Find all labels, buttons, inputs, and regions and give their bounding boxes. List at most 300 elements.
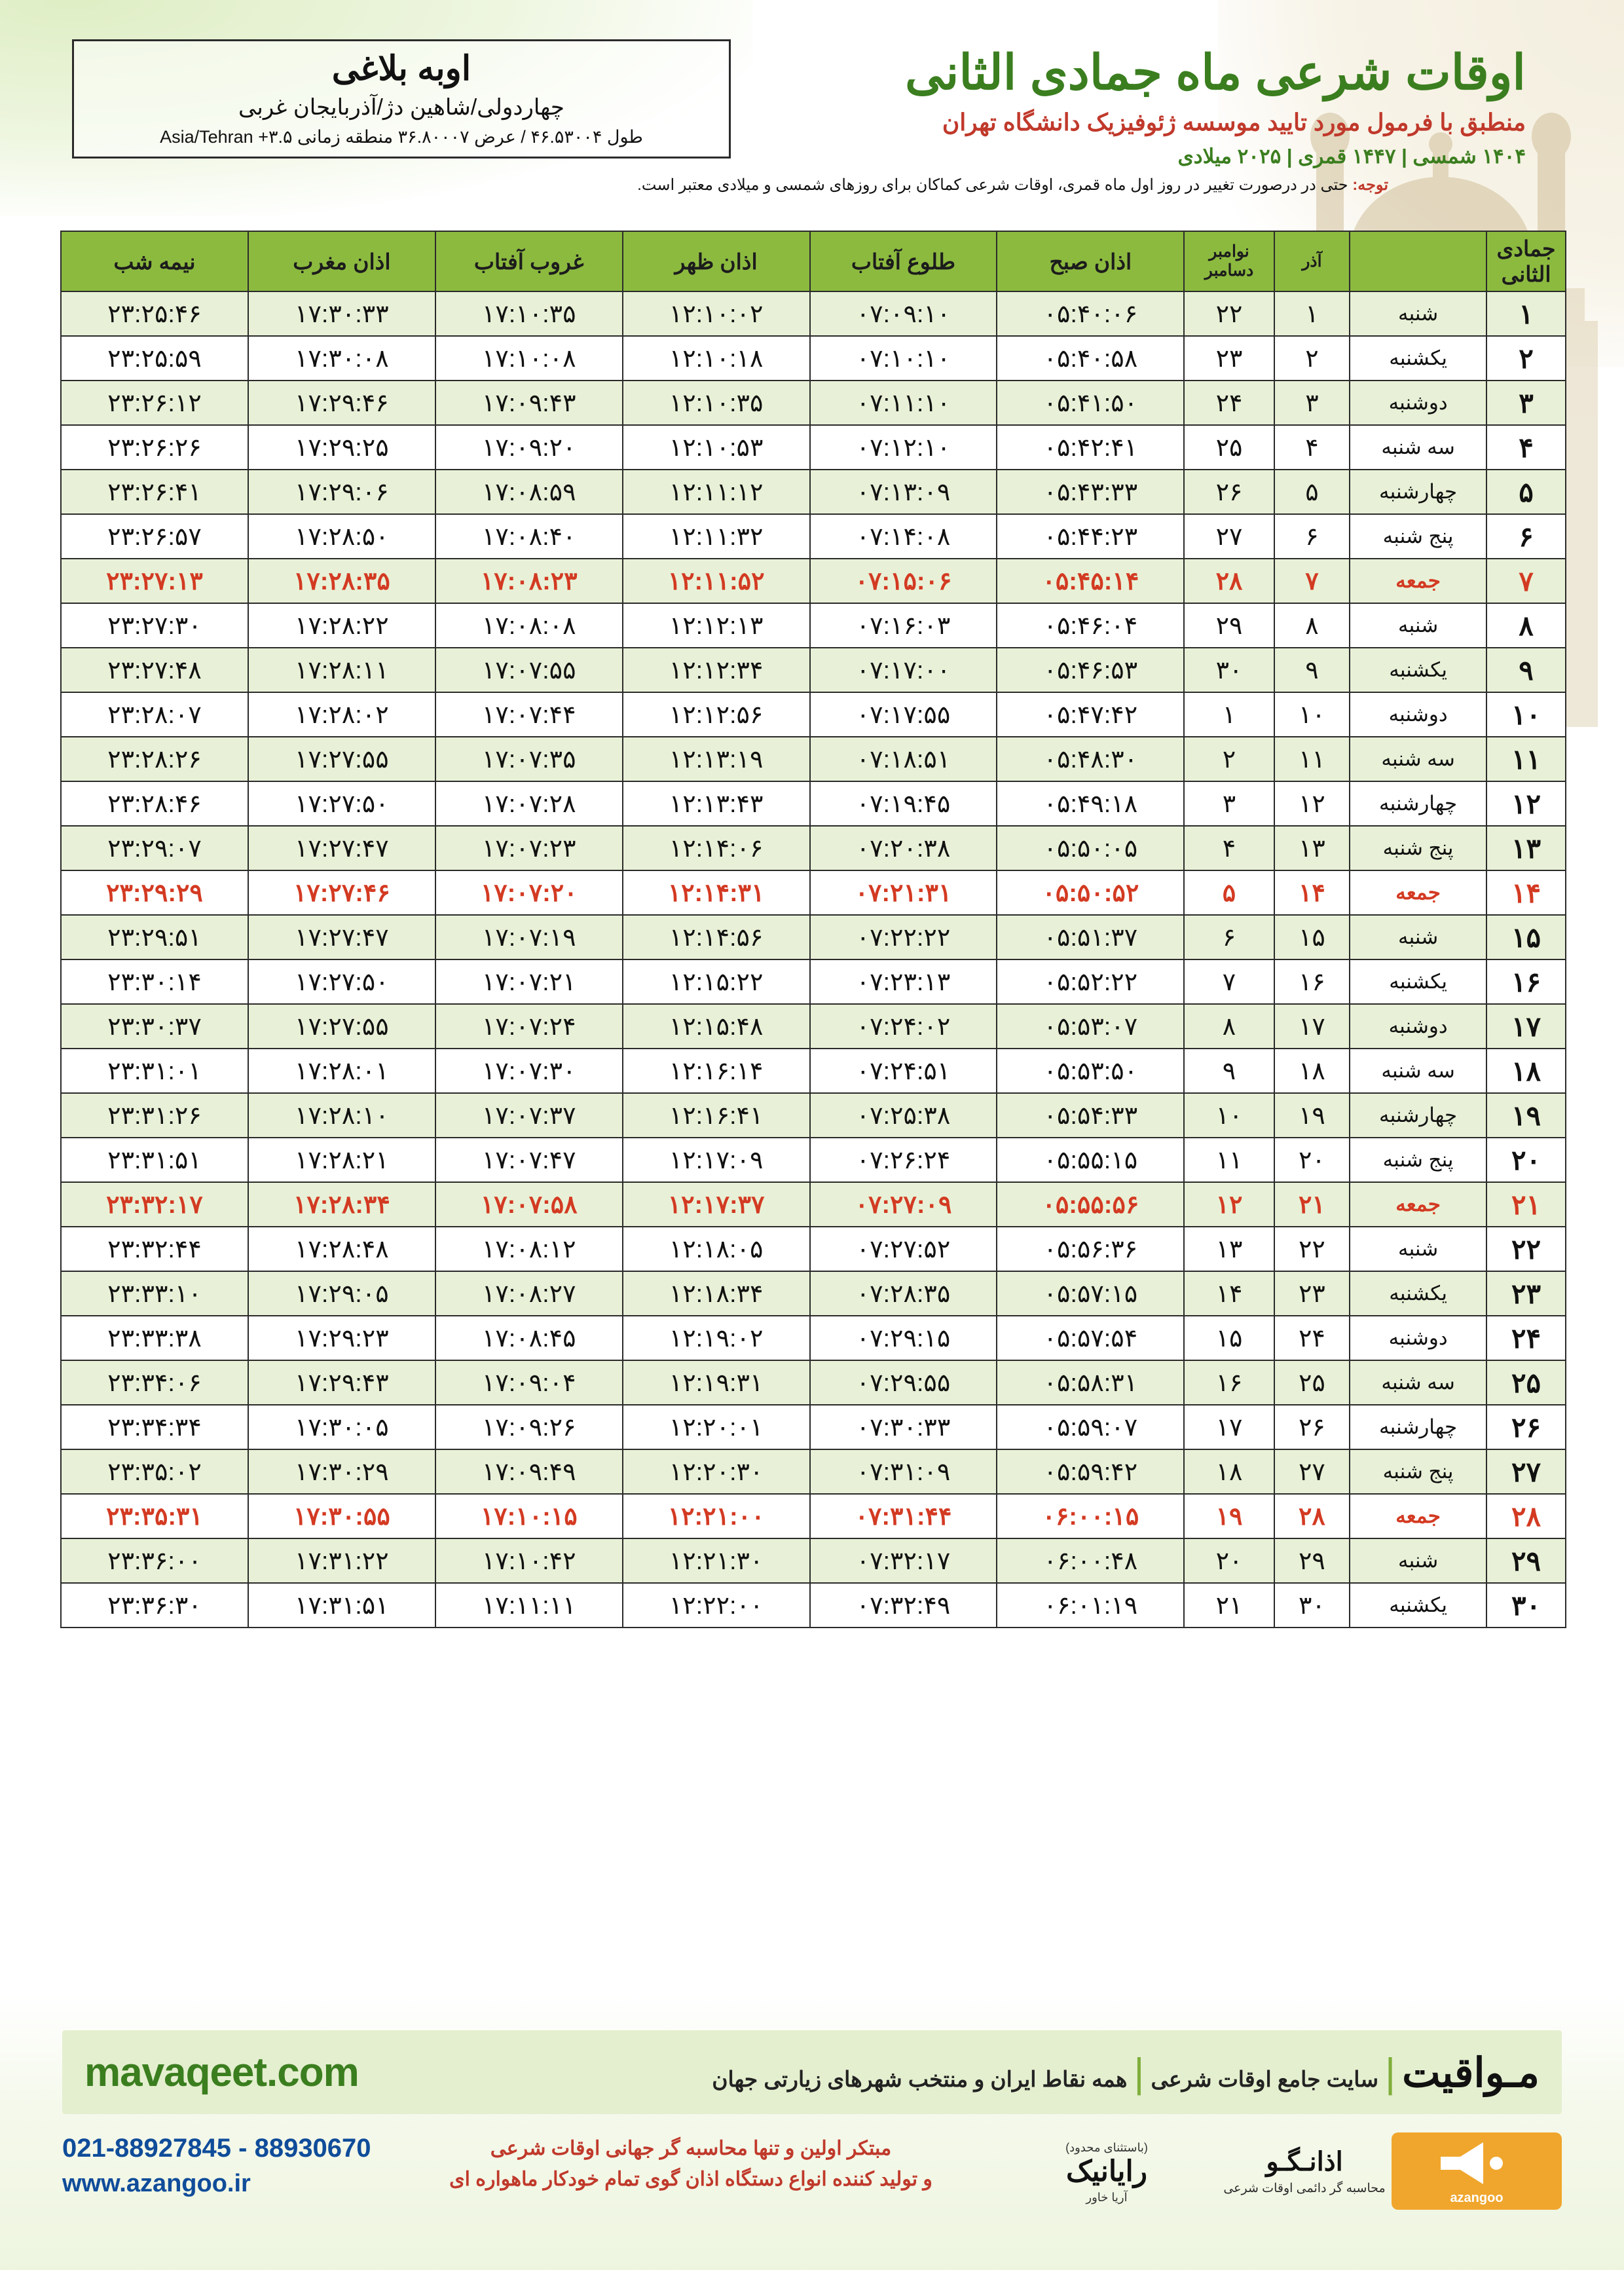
cell-dhuhr: ۱۲:۱۸:۳۴ bbox=[623, 1271, 810, 1316]
cell-sunset: ۱۷:۰۸:۱۲ bbox=[435, 1227, 623, 1271]
cell-gregorian-day: ۱ bbox=[1184, 692, 1274, 737]
cell-weekday: جمعه bbox=[1350, 1182, 1486, 1227]
table-row bbox=[61, 1494, 1566, 1538]
cell-azar-day: ۱۵ bbox=[1274, 915, 1350, 959]
cell-hijri-day: ۲۹ bbox=[1486, 1538, 1566, 1583]
table-row bbox=[61, 692, 1566, 737]
cell-sunset: ۱۷:۰۸:۵۹ bbox=[435, 470, 623, 514]
cell-sunrise: ۰۷:۲۶:۲۴ bbox=[810, 1138, 997, 1182]
cell-weekday: یکشنبه bbox=[1350, 648, 1486, 692]
cell-hijri-day: ۲۵ bbox=[1486, 1360, 1566, 1405]
cell-weekday: پنج شنبه bbox=[1350, 1449, 1486, 1494]
cell-azar-day: ۲۹ bbox=[1274, 1538, 1350, 1583]
cell-gregorian-day: ۱۵ bbox=[1184, 1316, 1274, 1360]
cell-azar-day: ۱۷ bbox=[1274, 1004, 1350, 1049]
table-row bbox=[61, 291, 1566, 336]
cell-gregorian-day: ۱۴ bbox=[1184, 1271, 1274, 1316]
cell-dhuhr: ۱۲:۱۴:۰۶ bbox=[623, 826, 810, 870]
cell-weekday: یکشنبه bbox=[1350, 1583, 1486, 1628]
cell-weekday: شنبه bbox=[1350, 1538, 1486, 1583]
cell-weekday: جمعه bbox=[1350, 559, 1486, 603]
cell-sunset: ۱۷:۰۸:۴۵ bbox=[435, 1316, 623, 1360]
cell-weekday: شنبه bbox=[1350, 1227, 1486, 1271]
cell-dhuhr: ۱۲:۱۱:۳۲ bbox=[623, 514, 810, 559]
cell-sunset: ۱۷:۰۸:۲۷ bbox=[435, 1271, 623, 1316]
cell-fajr: ۰۵:۴۵:۱۴ bbox=[997, 559, 1184, 603]
cell-sunset: ۱۷:۱۰:۰۸ bbox=[435, 336, 623, 381]
table-body bbox=[61, 291, 1566, 1628]
cell-dhuhr: ۱۲:۲۲:۰۰ bbox=[623, 1583, 810, 1628]
cell-maghrib: ۱۷:۲۸:۲۱ bbox=[248, 1138, 435, 1182]
brand-tagline: همه نقاط ایران و منتخب شهرهای زیارتی جهان bbox=[712, 2066, 1128, 2091]
cell-sunset: ۱۷:۰۹:۲۰ bbox=[435, 425, 623, 470]
cell-gregorian-day: ۲۶ bbox=[1184, 470, 1274, 514]
cell-sunrise: ۰۷:۲۹:۱۵ bbox=[810, 1316, 997, 1360]
cell-weekday: دوشنبه bbox=[1350, 1316, 1486, 1360]
cell-midnight: ۲۳:۲۶:۲۶ bbox=[61, 425, 248, 470]
cell-hijri-day: ۳۰ bbox=[1486, 1583, 1566, 1628]
cell-azar-day: ۱۶ bbox=[1274, 959, 1350, 1004]
table-row bbox=[61, 1583, 1566, 1628]
cell-azar-day: ۷ bbox=[1274, 559, 1350, 603]
cell-sunrise: ۰۷:۲۲:۲۲ bbox=[810, 915, 997, 959]
cell-sunset: ۱۷:۰۷:۳۵ bbox=[435, 737, 623, 781]
cell-sunset: ۱۷:۰۹:۲۶ bbox=[435, 1405, 623, 1449]
cell-hijri-day: ۱۶ bbox=[1486, 959, 1566, 1004]
cell-weekday: چهارشنبه bbox=[1350, 1093, 1486, 1138]
cell-gregorian-day: ۲۲ bbox=[1184, 291, 1274, 336]
cell-sunset: ۱۷:۰۸:۲۳ bbox=[435, 559, 623, 603]
page-subtitle: منطبق با فرمول مورد تایید موسسه ژئوفیزیک دانشگاه تهران bbox=[942, 109, 1526, 136]
cell-hijri-day: ۵ bbox=[1486, 470, 1566, 514]
city-name: اوبه بلاغی bbox=[331, 50, 471, 88]
cell-midnight: ۲۳:۲۶:۵۷ bbox=[61, 514, 248, 559]
cell-azar-day: ۴ bbox=[1274, 425, 1350, 470]
table-row bbox=[61, 381, 1566, 425]
table-row bbox=[61, 603, 1566, 648]
cell-sunset: ۱۷:۰۷:۵۵ bbox=[435, 648, 623, 692]
cell-sunset: ۱۷:۰۹:۰۴ bbox=[435, 1360, 623, 1405]
cell-midnight: ۲۳:۳۳:۱۰ bbox=[61, 1271, 248, 1316]
cell-midnight: ۲۳:۳۶:۳۰ bbox=[61, 1583, 248, 1628]
cell-maghrib: ۱۷:۲۸:۳۵ bbox=[248, 559, 435, 603]
cell-weekday: سه شنبه bbox=[1350, 1049, 1486, 1093]
table-row bbox=[61, 1449, 1566, 1494]
cell-midnight: ۲۳:۲۷:۳۰ bbox=[61, 603, 248, 648]
brand-subtitle-fa: سایت جامع اوقات شرعی bbox=[1151, 2066, 1379, 2091]
cell-dhuhr: ۱۲:۱۴:۳۱ bbox=[623, 870, 810, 915]
cell-maghrib: ۱۷:۲۷:۵۵ bbox=[248, 1004, 435, 1049]
cell-hijri-day: ۱۷ bbox=[1486, 1004, 1566, 1049]
cell-dhuhr: ۱۲:۱۷:۰۹ bbox=[623, 1138, 810, 1182]
cell-sunrise: ۰۷:۳۲:۱۷ bbox=[810, 1538, 997, 1583]
cell-sunset: ۱۷:۰۷:۱۹ bbox=[435, 915, 623, 959]
cell-sunset: ۱۷:۰۷:۲۰ bbox=[435, 870, 623, 915]
cell-dhuhr: ۱۲:۲۱:۰۰ bbox=[623, 1494, 810, 1538]
cell-gregorian-day: ۱۳ bbox=[1184, 1227, 1274, 1271]
cell-dhuhr: ۱۲:۱۲:۵۶ bbox=[623, 692, 810, 737]
cell-sunrise: ۰۷:۱۴:۰۸ bbox=[810, 514, 997, 559]
cell-weekday: جمعه bbox=[1350, 870, 1486, 915]
cell-fajr: ۰۵:۵۳:۰۷ bbox=[997, 1004, 1184, 1049]
cell-hijri-day: ۱۳ bbox=[1486, 826, 1566, 870]
cell-gregorian-day: ۳ bbox=[1184, 781, 1274, 826]
cell-weekday: دوشنبه bbox=[1350, 692, 1486, 737]
cell-fajr: ۰۵:۴۴:۲۳ bbox=[997, 514, 1184, 559]
cell-weekday: پنج شنبه bbox=[1350, 826, 1486, 870]
cell-sunrise: ۰۷:۲۴:۵۱ bbox=[810, 1049, 997, 1093]
cell-sunset: ۱۷:۱۰:۳۵ bbox=[435, 291, 623, 336]
cell-sunset: ۱۷:۰۷:۵۸ bbox=[435, 1182, 623, 1227]
table-header bbox=[61, 231, 1566, 291]
cell-maghrib: ۱۷:۲۷:۴۷ bbox=[248, 915, 435, 959]
brand-band bbox=[62, 2030, 1562, 2114]
cell-weekday: جمعه bbox=[1350, 1494, 1486, 1538]
cell-fajr: ۰۵:۴۰:۰۶ bbox=[997, 291, 1184, 336]
cell-gregorian-day: ۲۵ bbox=[1184, 425, 1274, 470]
cell-sunrise: ۰۷:۲۷:۵۲ bbox=[810, 1227, 997, 1271]
cell-fajr: ۰۵:۵۰:۰۵ bbox=[997, 826, 1184, 870]
cell-sunrise: ۰۷:۲۸:۳۵ bbox=[810, 1271, 997, 1316]
calendar-years: ۱۴۰۴ شمسی | ۱۴۴۷ قمری | ۲۰۲۵ میلادی bbox=[1177, 144, 1526, 168]
cell-weekday: سه شنبه bbox=[1350, 737, 1486, 781]
cell-sunrise: ۰۷:۳۱:۴۴ bbox=[810, 1494, 997, 1538]
rayanic-brand bbox=[1005, 2135, 1208, 2207]
cell-azar-day: ۲۰ bbox=[1274, 1138, 1350, 1182]
note-text bbox=[72, 176, 1388, 195]
cell-maghrib: ۱۷:۲۸:۱۰ bbox=[248, 1093, 435, 1138]
cell-midnight: ۲۳:۲۸:۰۷ bbox=[61, 692, 248, 737]
cell-fajr: ۰۵:۴۸:۳۰ bbox=[997, 737, 1184, 781]
table-row bbox=[61, 1227, 1566, 1271]
cell-midnight: ۲۳:۲۶:۴۱ bbox=[61, 470, 248, 514]
cell-dhuhr: ۱۲:۱۹:۰۲ bbox=[623, 1316, 810, 1360]
cell-maghrib: ۱۷:۲۷:۴۷ bbox=[248, 826, 435, 870]
cell-azar-day: ۱۹ bbox=[1274, 1093, 1350, 1138]
table-row bbox=[61, 1271, 1566, 1316]
cell-maghrib: ۱۷:۲۹:۴۳ bbox=[248, 1360, 435, 1405]
cell-midnight: ۲۳:۳۰:۳۷ bbox=[61, 1004, 248, 1049]
rayanic-note: (باستثنای محدود) bbox=[1065, 2140, 1148, 2154]
azangoo-brand-name: اذانـگـو bbox=[1266, 2147, 1343, 2176]
cell-dhuhr: ۱۲:۱۵:۴۸ bbox=[623, 1004, 810, 1049]
cell-dhuhr: ۱۲:۱۶:۴۱ bbox=[623, 1093, 810, 1138]
cell-fajr: ۰۵:۵۹:۰۷ bbox=[997, 1405, 1184, 1449]
cell-fajr: ۰۵:۴۳:۳۳ bbox=[997, 470, 1184, 514]
table-row bbox=[61, 1004, 1566, 1049]
cell-sunrise: ۰۷:۱۳:۰۹ bbox=[810, 470, 997, 514]
page-title: اوقات شرعی ماه جمادی الثانی bbox=[905, 45, 1526, 100]
table-row bbox=[61, 1093, 1566, 1138]
cell-maghrib: ۱۷:۳۰:۲۹ bbox=[248, 1449, 435, 1494]
cell-midnight: ۲۳:۲۵:۵۹ bbox=[61, 336, 248, 381]
table-row bbox=[61, 1360, 1566, 1405]
brand-website[interactable]: mavaqeet.com bbox=[84, 2049, 359, 2095]
cell-gregorian-day: ۱۸ bbox=[1184, 1449, 1274, 1494]
table-row bbox=[61, 425, 1566, 470]
cell-weekday: پنج شنبه bbox=[1350, 1138, 1486, 1182]
cell-sunrise: ۰۷:۱۶:۰۳ bbox=[810, 603, 997, 648]
cell-maghrib: ۱۷:۳۰:۵۵ bbox=[248, 1494, 435, 1538]
cell-fajr: ۰۶:۰۰:۱۵ bbox=[997, 1494, 1184, 1538]
cell-hijri-day: ۸ bbox=[1486, 603, 1566, 648]
cell-hijri-day: ۶ bbox=[1486, 514, 1566, 559]
cell-midnight: ۲۳:۳۱:۲۶ bbox=[61, 1093, 248, 1138]
cell-sunrise: ۰۷:۱۷:۰۰ bbox=[810, 648, 997, 692]
cell-sunrise: ۰۷:۲۹:۵۵ bbox=[810, 1360, 997, 1405]
cell-sunrise: ۰۷:۳۱:۰۹ bbox=[810, 1449, 997, 1494]
cell-fajr: ۰۵:۴۲:۴۱ bbox=[997, 425, 1184, 470]
cell-hijri-day: ۲۳ bbox=[1486, 1271, 1566, 1316]
col-header-sunset: غروب آفتاب bbox=[435, 231, 623, 291]
table-row bbox=[61, 648, 1566, 692]
cell-fajr: ۰۶:۰۱:۱۹ bbox=[997, 1583, 1184, 1628]
cell-fajr: ۰۵:۵۳:۵۰ bbox=[997, 1049, 1184, 1093]
city-coordinates: طول ۴۶.۵۳۰۰۴ / عرض ۳۶.۸۰۰۰۷ منطقه زمانی ۳.۵+ Asia/Tehran bbox=[160, 127, 643, 147]
cell-azar-day: ۵ bbox=[1274, 470, 1350, 514]
cell-azar-day: ۱۴ bbox=[1274, 870, 1350, 915]
cell-fajr: ۰۵:۵۴:۳۳ bbox=[997, 1093, 1184, 1138]
cell-sunrise: ۰۷:۲۰:۳۸ bbox=[810, 826, 997, 870]
azangoo-brand bbox=[1223, 2132, 1386, 2210]
cell-maghrib: ۱۷:۲۹:۰۵ bbox=[248, 1271, 435, 1316]
cell-fajr: ۰۵:۵۱:۳۷ bbox=[997, 915, 1184, 959]
cell-fajr: ۰۵:۵۶:۳۶ bbox=[997, 1227, 1184, 1271]
cell-sunrise: ۰۷:۱۵:۰۶ bbox=[810, 559, 997, 603]
cell-azar-day: ۲۴ bbox=[1274, 1316, 1350, 1360]
table-row bbox=[61, 1182, 1566, 1227]
cell-hijri-day: ۱۲ bbox=[1486, 781, 1566, 826]
cell-weekday: شنبه bbox=[1350, 291, 1486, 336]
rayanic-brand-sub: آریا خاور bbox=[1086, 2190, 1128, 2204]
cell-maghrib: ۱۷:۳۱:۲۲ bbox=[248, 1538, 435, 1583]
cell-weekday: دوشنبه bbox=[1350, 1004, 1486, 1049]
cell-maghrib: ۱۷:۲۹:۲۵ bbox=[248, 425, 435, 470]
cell-maghrib: ۱۷:۳۱:۵۱ bbox=[248, 1583, 435, 1628]
cell-azar-day: ۹ bbox=[1274, 648, 1350, 692]
cell-gregorian-day: ۱۱ bbox=[1184, 1138, 1274, 1182]
table-row bbox=[61, 1049, 1566, 1093]
cell-azar-day: ۲۵ bbox=[1274, 1360, 1350, 1405]
cell-maghrib: ۱۷:۲۸:۲۲ bbox=[248, 603, 435, 648]
cell-gregorian-day: ۶ bbox=[1184, 915, 1274, 959]
cell-midnight: ۲۳:۳۱:۵۱ bbox=[61, 1138, 248, 1182]
cell-maghrib: ۱۷:۲۸:۵۰ bbox=[248, 514, 435, 559]
company-description-line2: و تولید کننده انواع دستگاه اذان گوی تمام خودکار ماهواره ای bbox=[449, 2168, 932, 2190]
cell-gregorian-day: ۸ bbox=[1184, 1004, 1274, 1049]
contact-info bbox=[62, 2134, 507, 2198]
table-row bbox=[61, 959, 1566, 1004]
cell-gregorian-day: ۱۷ bbox=[1184, 1405, 1274, 1449]
table-row bbox=[61, 781, 1566, 826]
col-header-weekday bbox=[1350, 231, 1486, 291]
cell-sunset: ۱۷:۰۷:۲۴ bbox=[435, 1004, 623, 1049]
cell-midnight: ۲۳:۳۱:۰۱ bbox=[61, 1049, 248, 1093]
cell-sunset: ۱۷:۱۰:۴۲ bbox=[435, 1538, 623, 1583]
table-row bbox=[61, 1316, 1566, 1360]
cell-fajr: ۰۵:۴۶:۵۳ bbox=[997, 648, 1184, 692]
city-info-box bbox=[72, 39, 731, 158]
cell-weekday: یکشنبه bbox=[1350, 959, 1486, 1004]
cell-midnight: ۲۳:۳۲:۴۴ bbox=[61, 1227, 248, 1271]
cell-sunset: ۱۷:۱۱:۱۱ bbox=[435, 1583, 623, 1628]
cell-sunset: ۱۷:۰۹:۴۹ bbox=[435, 1449, 623, 1494]
contact-phone: 021-88927845 - 88930670 bbox=[62, 2134, 371, 2163]
cell-gregorian-day: ۲۳ bbox=[1184, 336, 1274, 381]
cell-midnight: ۲۳:۲۷:۴۸ bbox=[61, 648, 248, 692]
azangoo-logo-text: azangoo bbox=[1450, 2190, 1504, 2205]
cell-maghrib: ۱۷:۲۷:۵۰ bbox=[248, 781, 435, 826]
cell-fajr: ۰۵:۵۷:۵۴ bbox=[997, 1316, 1184, 1360]
cell-sunset: ۱۷:۰۷:۲۸ bbox=[435, 781, 623, 826]
cell-sunrise: ۰۷:۲۵:۳۸ bbox=[810, 1093, 997, 1138]
cell-weekday: پنج شنبه bbox=[1350, 514, 1486, 559]
city-province: چهاردولی/شاهین دژ/آذربایجان غربی bbox=[238, 95, 564, 120]
cell-dhuhr: ۱۲:۱۱:۱۲ bbox=[623, 470, 810, 514]
cell-midnight: ۲۳:۲۸:۴۶ bbox=[61, 781, 248, 826]
cell-hijri-day: ۲ bbox=[1486, 336, 1566, 381]
cell-azar-day: ۶ bbox=[1274, 514, 1350, 559]
cell-sunset: ۱۷:۰۷:۴۴ bbox=[435, 692, 623, 737]
cell-gregorian-day: ۱۲ bbox=[1184, 1182, 1274, 1227]
cell-hijri-day: ۱۴ bbox=[1486, 870, 1566, 915]
cell-sunrise: ۰۷:۱۲:۱۰ bbox=[810, 425, 997, 470]
cell-dhuhr: ۱۲:۲۱:۳۰ bbox=[623, 1538, 810, 1583]
cell-azar-day: ۱۱ bbox=[1274, 737, 1350, 781]
cell-gregorian-day: ۲۴ bbox=[1184, 381, 1274, 425]
cell-hijri-day: ۲۷ bbox=[1486, 1449, 1566, 1494]
cell-maghrib: ۱۷:۳۰:۰۵ bbox=[248, 1405, 435, 1449]
cell-gregorian-day: ۳۰ bbox=[1184, 648, 1274, 692]
cell-maghrib: ۱۷:۲۷:۵۵ bbox=[248, 737, 435, 781]
cell-dhuhr: ۱۲:۱۵:۲۲ bbox=[623, 959, 810, 1004]
cell-maghrib: ۱۷:۲۸:۰۱ bbox=[248, 1049, 435, 1093]
contact-website[interactable]: www.azangoo.ir bbox=[62, 2170, 251, 2197]
brand-word-fa: مـواقیت bbox=[1402, 2050, 1540, 2096]
cell-dhuhr: ۱۲:۱۳:۱۹ bbox=[623, 737, 810, 781]
cell-gregorian-day: ۱۰ bbox=[1184, 1093, 1274, 1138]
cell-midnight: ۲۳:۳۴:۰۶ bbox=[61, 1360, 248, 1405]
cell-azar-day: ۲۲ bbox=[1274, 1227, 1350, 1271]
table-row bbox=[61, 915, 1566, 959]
cell-weekday: شنبه bbox=[1350, 915, 1486, 959]
cell-fajr: ۰۵:۵۸:۳۱ bbox=[997, 1360, 1184, 1405]
cell-fajr: ۰۵:۵۵:۱۵ bbox=[997, 1138, 1184, 1182]
col-header-sunrise: طلوع آفتاب bbox=[810, 231, 997, 291]
cell-hijri-day: ۱۱ bbox=[1486, 737, 1566, 781]
cell-maghrib: ۱۷:۳۰:۳۳ bbox=[248, 291, 435, 336]
table-row bbox=[61, 1405, 1566, 1449]
cell-dhuhr: ۱۲:۱۸:۰۵ bbox=[623, 1227, 810, 1271]
azangoo-logo-icon bbox=[1392, 2132, 1562, 2210]
cell-dhuhr: ۱۲:۱۰:۱۸ bbox=[623, 336, 810, 381]
cell-azar-day: ۱۸ bbox=[1274, 1049, 1350, 1093]
cell-fajr: ۰۵:۵۵:۵۶ bbox=[997, 1182, 1184, 1227]
cell-sunrise: ۰۷:۲۴:۰۲ bbox=[810, 1004, 997, 1049]
cell-weekday: شنبه bbox=[1350, 603, 1486, 648]
cell-sunrise: ۰۷:۱۷:۵۵ bbox=[810, 692, 997, 737]
cell-gregorian-day: ۵ bbox=[1184, 870, 1274, 915]
company-description-line1: مبتکر اولین و تنها محاسبه گر جهانی اوقات شرعی bbox=[490, 2138, 892, 2159]
cell-sunset: ۱۷:۱۰:۱۵ bbox=[435, 1494, 623, 1538]
cell-hijri-day: ۲۴ bbox=[1486, 1316, 1566, 1360]
cell-azar-day: ۲ bbox=[1274, 336, 1350, 381]
cell-maghrib: ۱۷:۲۹:۲۳ bbox=[248, 1316, 435, 1360]
cell-midnight: ۲۳:۳۵:۰۲ bbox=[61, 1449, 248, 1494]
cell-hijri-day: ۱۰ bbox=[1486, 692, 1566, 737]
table-row bbox=[61, 826, 1566, 870]
cell-sunset: ۱۷:۰۸:۴۰ bbox=[435, 514, 623, 559]
cell-hijri-day: ۴ bbox=[1486, 425, 1566, 470]
cell-azar-day: ۳ bbox=[1274, 381, 1350, 425]
cell-weekday: یکشنبه bbox=[1350, 1271, 1486, 1316]
cell-sunrise: ۰۷:۲۳:۱۳ bbox=[810, 959, 997, 1004]
azangoo-brand-sub: محاسبه گر دائمی اوقات شرعی bbox=[1223, 2181, 1386, 2195]
cell-weekday: سه شنبه bbox=[1350, 425, 1486, 470]
cell-maghrib: ۱۷:۲۷:۵۰ bbox=[248, 959, 435, 1004]
table-row bbox=[61, 1538, 1566, 1583]
cell-hijri-day: ۱ bbox=[1486, 291, 1566, 336]
cell-gregorian-day: ۲۱ bbox=[1184, 1583, 1274, 1628]
cell-dhuhr: ۱۲:۱۴:۵۶ bbox=[623, 915, 810, 959]
cell-hijri-day: ۲۰ bbox=[1486, 1138, 1566, 1182]
note-label: توجه: bbox=[1352, 176, 1388, 194]
cell-gregorian-day: ۱۶ bbox=[1184, 1360, 1274, 1405]
cell-midnight: ۲۳:۳۳:۳۸ bbox=[61, 1316, 248, 1360]
col-header-azar: آذر bbox=[1274, 231, 1350, 291]
speaker-horn-icon bbox=[1428, 2137, 1526, 2189]
cell-azar-day: ۲۳ bbox=[1274, 1271, 1350, 1316]
cell-sunrise: ۰۷:۰۹:۱۰ bbox=[810, 291, 997, 336]
cell-maghrib: ۱۷:۲۹:۰۶ bbox=[248, 470, 435, 514]
table-row bbox=[61, 470, 1566, 514]
cell-dhuhr: ۱۲:۱۷:۳۷ bbox=[623, 1182, 810, 1227]
cell-hijri-day: ۳ bbox=[1486, 381, 1566, 425]
cell-azar-day: ۱۲ bbox=[1274, 781, 1350, 826]
page-footer bbox=[62, 2030, 1562, 2227]
cell-azar-day: ۲۷ bbox=[1274, 1449, 1350, 1494]
cell-maghrib: ۱۷:۲۷:۴۶ bbox=[248, 870, 435, 915]
col-header-midnight: نیمه شب bbox=[61, 231, 248, 291]
cell-sunrise: ۰۷:۲۱:۳۱ bbox=[810, 870, 997, 915]
cell-weekday: چهارشنبه bbox=[1350, 1405, 1486, 1449]
cell-fajr: ۰۵:۴۷:۴۲ bbox=[997, 692, 1184, 737]
col-header-dhuhr: اذان ظهر bbox=[623, 231, 810, 291]
cell-gregorian-day: ۲۰ bbox=[1184, 1538, 1274, 1583]
table-row bbox=[61, 1138, 1566, 1182]
table-row bbox=[61, 559, 1566, 603]
table-row bbox=[61, 870, 1566, 915]
cell-gregorian-day: ۲۹ bbox=[1184, 603, 1274, 648]
cell-sunset: ۱۷:۰۸:۰۸ bbox=[435, 603, 623, 648]
table-row bbox=[61, 737, 1566, 781]
cell-gregorian-day: ۲ bbox=[1184, 737, 1274, 781]
cell-sunrise: ۰۷:۱۸:۵۱ bbox=[810, 737, 997, 781]
cell-fajr: ۰۵:۴۱:۵۰ bbox=[997, 381, 1184, 425]
cell-gregorian-day: ۴ bbox=[1184, 826, 1274, 870]
cell-midnight: ۲۳:۲۵:۴۶ bbox=[61, 291, 248, 336]
page-header bbox=[0, 39, 1624, 236]
cell-midnight: ۲۳:۲۹:۵۱ bbox=[61, 915, 248, 959]
cell-midnight: ۲۳:۳۲:۱۷ bbox=[61, 1182, 248, 1227]
col-header-gregorian: نوامبر دسامبر bbox=[1184, 231, 1274, 291]
table-row bbox=[61, 514, 1566, 559]
cell-fajr: ۰۶:۰۰:۴۸ bbox=[997, 1538, 1184, 1583]
brand-separator: | bbox=[1385, 2050, 1396, 2096]
cell-gregorian-day: ۱۹ bbox=[1184, 1494, 1274, 1538]
cell-maghrib: ۱۷:۲۹:۴۶ bbox=[248, 381, 435, 425]
cell-fajr: ۰۵:۵۹:۴۲ bbox=[997, 1449, 1184, 1494]
